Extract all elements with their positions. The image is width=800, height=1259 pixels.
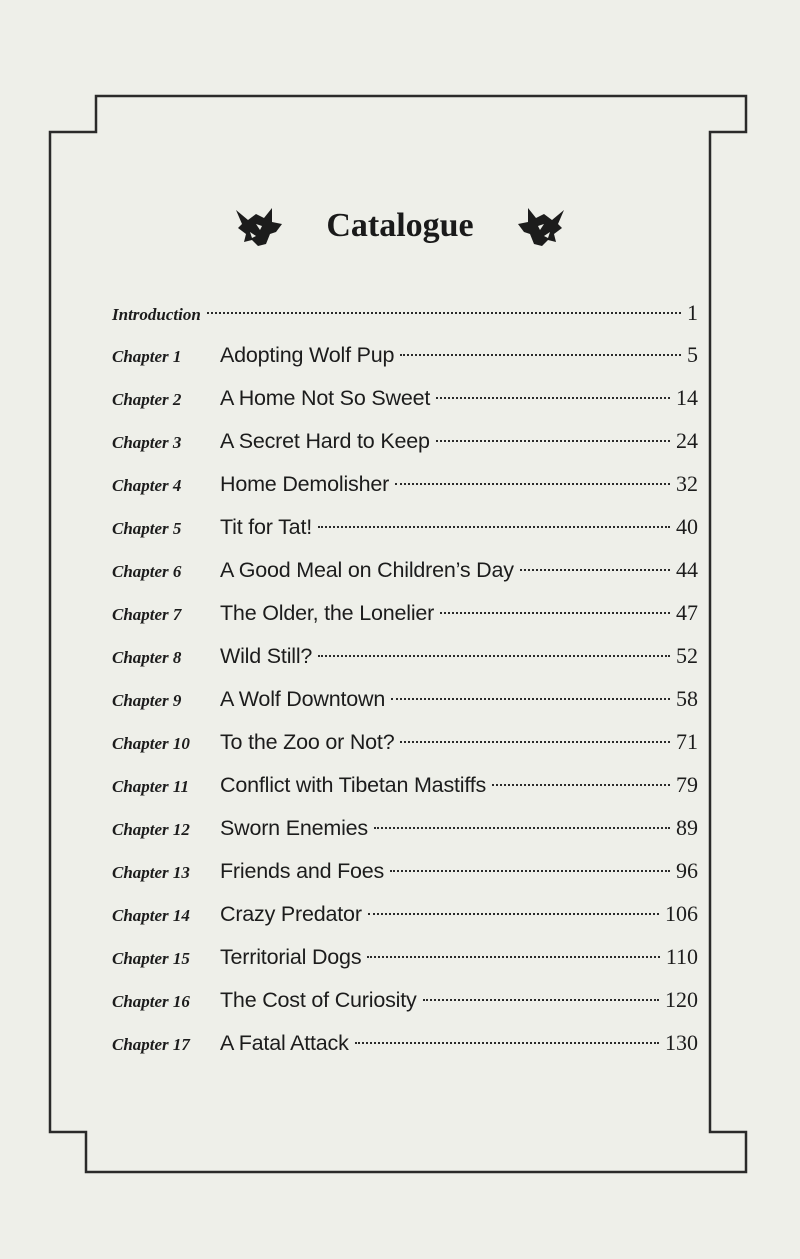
page-number: 5 <box>687 342 698 367</box>
page-number: 47 <box>676 600 698 625</box>
page-number: 130 <box>665 1030 698 1055</box>
toc-chapter-3[interactable] <box>112 428 698 471</box>
toc-chapter-5[interactable] <box>112 514 698 557</box>
dot-leader <box>520 569 670 571</box>
toc-chapter-17[interactable] <box>112 1030 698 1073</box>
page-number: 71 <box>676 729 698 754</box>
chapter-title: Adopting Wolf Pup <box>220 343 395 367</box>
page-number: 106 <box>665 901 698 926</box>
chapter-title: Sworn Enemies <box>220 816 368 840</box>
chapter-label: Chapter 3 <box>112 433 182 452</box>
dot-leader <box>400 741 670 743</box>
toc-chapter-1[interactable] <box>112 342 698 385</box>
wolf-head-icon <box>516 202 568 250</box>
chapter-title: A Home Not So Sweet <box>220 386 431 410</box>
toc-chapter-14[interactable] <box>112 901 698 944</box>
dot-leader <box>395 483 670 485</box>
page-number: 52 <box>676 643 698 668</box>
page-title: Catalogue <box>326 207 474 244</box>
chapter-label: Chapter 4 <box>112 476 182 495</box>
toc-chapter-2[interactable] <box>112 385 698 428</box>
dot-leader <box>423 999 659 1001</box>
toc-chapter-13[interactable] <box>112 858 698 901</box>
chapter-title: Conflict with Tibetan Mastiffs <box>220 773 487 797</box>
chapter-title: Territorial Dogs <box>220 945 362 969</box>
chapter-label: Chapter 7 <box>112 605 182 624</box>
toc-chapter-15[interactable] <box>112 944 698 987</box>
chapter-title: Home Demolisher <box>220 472 390 496</box>
toc-chapter-12[interactable] <box>112 815 698 858</box>
chapter-label: Chapter 6 <box>112 562 182 581</box>
dot-leader <box>318 655 670 657</box>
chapter-label: Chapter 16 <box>112 992 190 1011</box>
chapter-title: A Secret Hard to Keep <box>220 429 430 453</box>
chapter-title: To the Zoo or Not? <box>220 730 395 754</box>
page-number: 44 <box>676 557 698 582</box>
chapter-label: Chapter 9 <box>112 691 182 710</box>
dot-leader <box>374 827 670 829</box>
chapter-label: Chapter 14 <box>112 906 190 925</box>
toc-chapter-4[interactable] <box>112 471 698 514</box>
dot-leader <box>318 526 670 528</box>
introduction-label: Introduction <box>112 305 201 324</box>
chapter-title: A Fatal Attack <box>220 1031 349 1055</box>
chapter-label: Chapter 13 <box>112 863 190 882</box>
catalogue-heading <box>0 196 800 256</box>
dot-leader <box>391 698 670 700</box>
chapter-title: The Older, the Lonelier <box>220 601 435 625</box>
chapter-label: Chapter 8 <box>112 648 182 667</box>
page-number: 58 <box>676 686 698 711</box>
toc-chapter-11[interactable] <box>112 772 698 815</box>
chapter-label: Chapter 15 <box>112 949 190 968</box>
chapter-label: Chapter 1 <box>112 347 182 366</box>
page-number: 40 <box>676 514 698 539</box>
dot-leader <box>436 397 670 399</box>
page-number: 120 <box>665 987 698 1012</box>
dot-leader <box>367 956 659 958</box>
page-number: 96 <box>676 858 698 883</box>
dot-leader <box>207 312 681 314</box>
chapter-label: Chapter 17 <box>112 1035 190 1054</box>
page-number: 89 <box>676 815 698 840</box>
chapter-label: Chapter 12 <box>112 820 190 839</box>
dot-leader <box>355 1042 659 1044</box>
toc-chapter-6[interactable] <box>112 557 698 600</box>
toc-chapter-16[interactable] <box>112 987 698 1030</box>
chapter-label: Chapter 11 <box>112 777 189 796</box>
chapter-label: Chapter 5 <box>112 519 182 538</box>
chapter-title: A Wolf Downtown <box>220 687 386 711</box>
page-number: 14 <box>676 385 698 410</box>
toc-chapter-10[interactable] <box>112 729 698 772</box>
chapter-title: Wild Still? <box>220 644 313 668</box>
chapter-title: Friends and Foes <box>220 859 385 883</box>
page-number: 110 <box>665 944 698 969</box>
chapter-title: A Good Meal on Children’s Day <box>220 558 514 582</box>
chapter-label: Chapter 2 <box>112 390 182 409</box>
dot-leader <box>436 440 670 442</box>
toc-chapter-7[interactable] <box>112 600 698 643</box>
dot-leader <box>390 870 670 872</box>
page-number: 24 <box>676 428 698 453</box>
page-number: 32 <box>676 471 698 496</box>
toc-chapter-8[interactable] <box>112 643 698 686</box>
toc-introduction[interactable] <box>112 300 698 342</box>
page-number: 79 <box>676 772 698 797</box>
chapter-title: The Cost of Curiosity <box>220 988 417 1012</box>
toc-chapter-9[interactable] <box>112 686 698 729</box>
dot-leader <box>440 612 670 614</box>
dot-leader <box>400 354 681 356</box>
chapter-title: Tit for Tat! <box>220 515 312 539</box>
chapter-title: Crazy Predator <box>220 902 362 926</box>
dot-leader <box>368 913 659 915</box>
wolf-head-icon <box>232 202 284 250</box>
dot-leader <box>492 784 670 786</box>
table-of-contents <box>112 300 698 1073</box>
page-number: 1 <box>687 300 698 325</box>
chapter-label: Chapter 10 <box>112 734 190 753</box>
